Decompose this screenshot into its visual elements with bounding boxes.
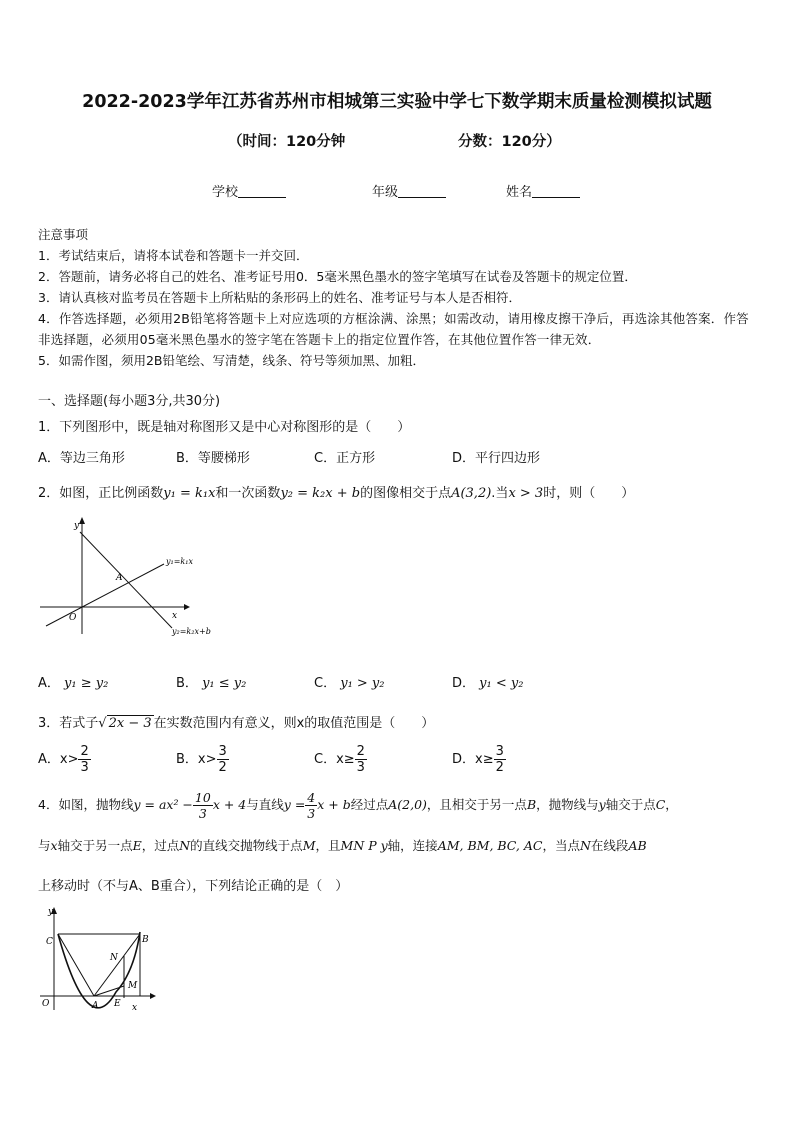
q2-label-l2: y₂=k₂x+b (172, 627, 211, 636)
q4-parabola-b: x + 4 (212, 797, 247, 812)
q3-option-c[interactable] (314, 744, 367, 775)
q3-option-d[interactable] (452, 744, 506, 775)
q4-label-o: O (42, 999, 50, 1009)
q4-line-den: 3 (307, 806, 316, 821)
q3-option-c-num: 2 (356, 744, 365, 759)
q4-c: C (655, 797, 666, 812)
q3-option-d-label: D．x≥ (452, 752, 494, 767)
q4-frac-den: 3 (198, 806, 207, 821)
q2-option-c-label: C． (314, 676, 337, 691)
q2-line-y1 (46, 564, 164, 626)
q4-yaxis: y (598, 797, 606, 812)
q3-sqrt-sign: √ (98, 716, 107, 731)
q4-m: M (302, 838, 316, 853)
q2-label-a: A (116, 573, 123, 583)
q3-option-a[interactable] (38, 744, 91, 775)
q2-stem-e: 时，则（ ） (543, 486, 635, 501)
name-label: 姓名 (506, 185, 533, 200)
q4-parabola-a: y = ax² − (133, 797, 193, 812)
q4-x-arrow (150, 993, 156, 999)
grade-label: 年级 (372, 185, 399, 200)
q2-label-x: x (172, 611, 178, 621)
q4-parabola-frac (193, 790, 213, 821)
q2-option-a-expr: y₁ ≥ y₂ (64, 676, 109, 691)
q3-option-a-num: 2 (80, 744, 89, 759)
q3-option-b-den: 2 (218, 760, 227, 775)
q2-option-d-expr: y₁ < y₂ (479, 676, 524, 691)
note-item: 3．请认真核对监考员在答题卡上所粘贴的条形码上的姓名、准考证号与本人是否相符． (38, 290, 521, 305)
q2-cond: x > 3 (508, 486, 544, 501)
q3-radicand: 2x − 3 (108, 716, 152, 731)
q4-segs: AM, BM, BC, AC (437, 838, 543, 853)
q4-e: E (132, 838, 142, 853)
notes-block (38, 224, 760, 371)
q2-eq2: y₂ = k₂x + b (280, 486, 361, 501)
q2-line-y2 (80, 532, 172, 628)
q2-option-d-label: D． (452, 676, 476, 691)
q2-option-a-label: A． (38, 676, 60, 691)
q4-label-n: N (110, 953, 118, 963)
q2-eq1: y₁ = k₁x (163, 486, 216, 501)
q4-line2-e: ，且 (315, 838, 341, 853)
q3-option-c-label: C．x≥ (314, 752, 355, 767)
q2-option-b-expr: y₁ ≤ y₂ (202, 676, 247, 691)
section-heading: 一、选择题(每小题3分,共30分) (38, 394, 221, 409)
q4-stem-d: ，且相交于另一点 (426, 797, 527, 812)
q4-stem-a: 4．如图，抛物线 (38, 797, 134, 812)
q4-line-b: x + b (317, 797, 351, 812)
q4-stem-e: ，抛物线与 (536, 797, 599, 812)
q4-line2-a: 与 (38, 838, 51, 853)
q3-option-c-frac (355, 744, 367, 775)
note-item: 4．作答选择题，必须用2B铅笔将答题卡上对应选项的方框涂满、涂黑；如需改动，请用橡皮擦干净后，再选涂其他答案．作答非选择题，必须用05毫米黑色墨水的签字笔在答题卡上的指定位置作答，在其他位置作答一律无效． (38, 311, 749, 347)
q3-stem-b: 在实数范围内有意义，则x的取值范围是（ ） (153, 716, 435, 731)
q2-point: A(3,2) (451, 486, 492, 501)
q2-stem-a: 2．如图，正比例函数 (38, 486, 164, 501)
q2-option-d[interactable] (452, 672, 523, 691)
q2-label-o: O (69, 613, 77, 623)
q4-stem-f: 轴交于点 (605, 797, 656, 812)
q3-option-d-num: 3 (495, 744, 504, 759)
q4-line-frac (305, 790, 317, 821)
q2-option-c-expr: y₁ > y₂ (340, 676, 385, 691)
time-limit: （时间：120分钟 (228, 134, 346, 150)
note-item: 5．如需作图，须用2B铅笔绘、写清楚，线条、符号等须加黑、加粗． (38, 353, 425, 368)
q4-xaxis: x (50, 838, 58, 853)
q4-label-m: M (128, 981, 138, 991)
q2-figure (36, 514, 226, 642)
q2-label-y: y (74, 521, 80, 531)
q4-n2: N (579, 838, 591, 853)
q4-stem-line1 (38, 790, 678, 821)
q4-label-e: E (114, 999, 121, 1009)
school-label: 学校 (212, 185, 239, 200)
q4-mn: MN P y (340, 838, 388, 853)
q3-option-a-den: 3 (80, 760, 89, 775)
q1-option-d[interactable]: D．平行四边形 (452, 451, 541, 466)
q2-stem-c: 的图像相交于点 (360, 486, 452, 501)
q4-label-a: A (92, 1001, 99, 1011)
school-field (212, 181, 286, 200)
q2-option-c[interactable] (314, 672, 385, 691)
q4-line2-d: 的直线交抛物线于点 (190, 838, 303, 853)
q4-line2-f: 轴，连接 (387, 838, 438, 853)
q4-line-a: y = (283, 797, 306, 812)
q1-option-b[interactable]: B．等腰梯形 (176, 451, 250, 466)
q4-line-num: 4 (307, 790, 316, 805)
q2-option-b-label: B． (176, 676, 198, 691)
total-score: 分数：120分） (458, 134, 561, 150)
q4-label-y: y (48, 907, 54, 917)
name-blank[interactable] (532, 185, 580, 198)
q3-stem (38, 712, 434, 731)
q1-option-a[interactable]: A．等边三角形 (38, 451, 125, 466)
q4-stem-c: 经过点 (350, 797, 389, 812)
name-field (506, 181, 580, 200)
q3-option-d-den: 2 (495, 760, 504, 775)
q3-option-b-num: 3 (218, 744, 227, 759)
q3-option-b-label: B．x> (176, 752, 217, 767)
q2-x-arrow (184, 604, 190, 610)
grade-blank[interactable] (398, 185, 446, 198)
school-blank[interactable] (238, 185, 286, 198)
q4-stem-line2 (38, 836, 647, 854)
q3-option-c-den: 3 (356, 760, 365, 775)
q3-option-b[interactable] (176, 744, 229, 775)
q4-label-c: C (46, 937, 53, 947)
q3-option-b-frac (217, 744, 229, 775)
q4-figure (36, 902, 166, 1014)
q2-stem-b: 和一次函数 (215, 486, 281, 501)
q4-segment-am (94, 986, 124, 996)
q4-line2-h: 在线段 (590, 838, 629, 853)
note-item: 1．考试结束后，请将本试卷和答题卡一并交回． (38, 248, 309, 263)
q4-b: B (526, 797, 537, 812)
q2-option-b[interactable] (176, 672, 246, 691)
q4-n: N (179, 838, 191, 853)
q4-line2-g: ，当点 (542, 838, 580, 853)
q4-point-a: A(2,0) (388, 797, 427, 812)
q4-line2-b: 轴交于另一点 (57, 838, 133, 853)
q2-stem-d: .当 (491, 486, 509, 501)
q2-y-arrow (79, 517, 85, 524)
q4-stem-line3: 上移动时（不与A、B重合），下列结论正确的是（ ） (38, 879, 349, 894)
q4-stem-b: 与直线 (246, 797, 284, 812)
q4-label-x: x (132, 1003, 138, 1013)
q4-line2-c: ，过点 (141, 838, 180, 853)
note-item: 2．答题前，请务必将自己的姓名、准考证号用0．5毫米黑色墨水的签字笔填写在试卷及答题卡的规定位置． (38, 269, 637, 284)
q4-stem-g: ， (665, 797, 678, 812)
q3-stem-a: 3．若式子 (38, 716, 99, 731)
q4-ab: AB (628, 838, 647, 853)
q2-label-l1: y₁=k₁x (166, 557, 193, 566)
q3-option-a-label: A．x> (38, 752, 79, 767)
q3-option-d-frac (494, 744, 506, 775)
q1-option-c[interactable]: C．正方形 (314, 451, 376, 466)
exam-title: 2022-2023学年江苏省苏州市相城第三实验中学七下数学期末质量检测模拟试题 (82, 92, 712, 112)
q4-frac-num: 10 (194, 790, 211, 805)
q2-option-a[interactable] (38, 672, 108, 691)
q4-label-b: B (142, 935, 149, 945)
notes-heading: 注意事项 (38, 227, 89, 242)
q3-option-a-frac (78, 744, 90, 775)
grade-field (372, 181, 446, 200)
q2-stem (38, 482, 634, 501)
q1-stem: 1．下列图形中，既是轴对称图形又是中心对称图形的是（ ） (38, 420, 411, 435)
